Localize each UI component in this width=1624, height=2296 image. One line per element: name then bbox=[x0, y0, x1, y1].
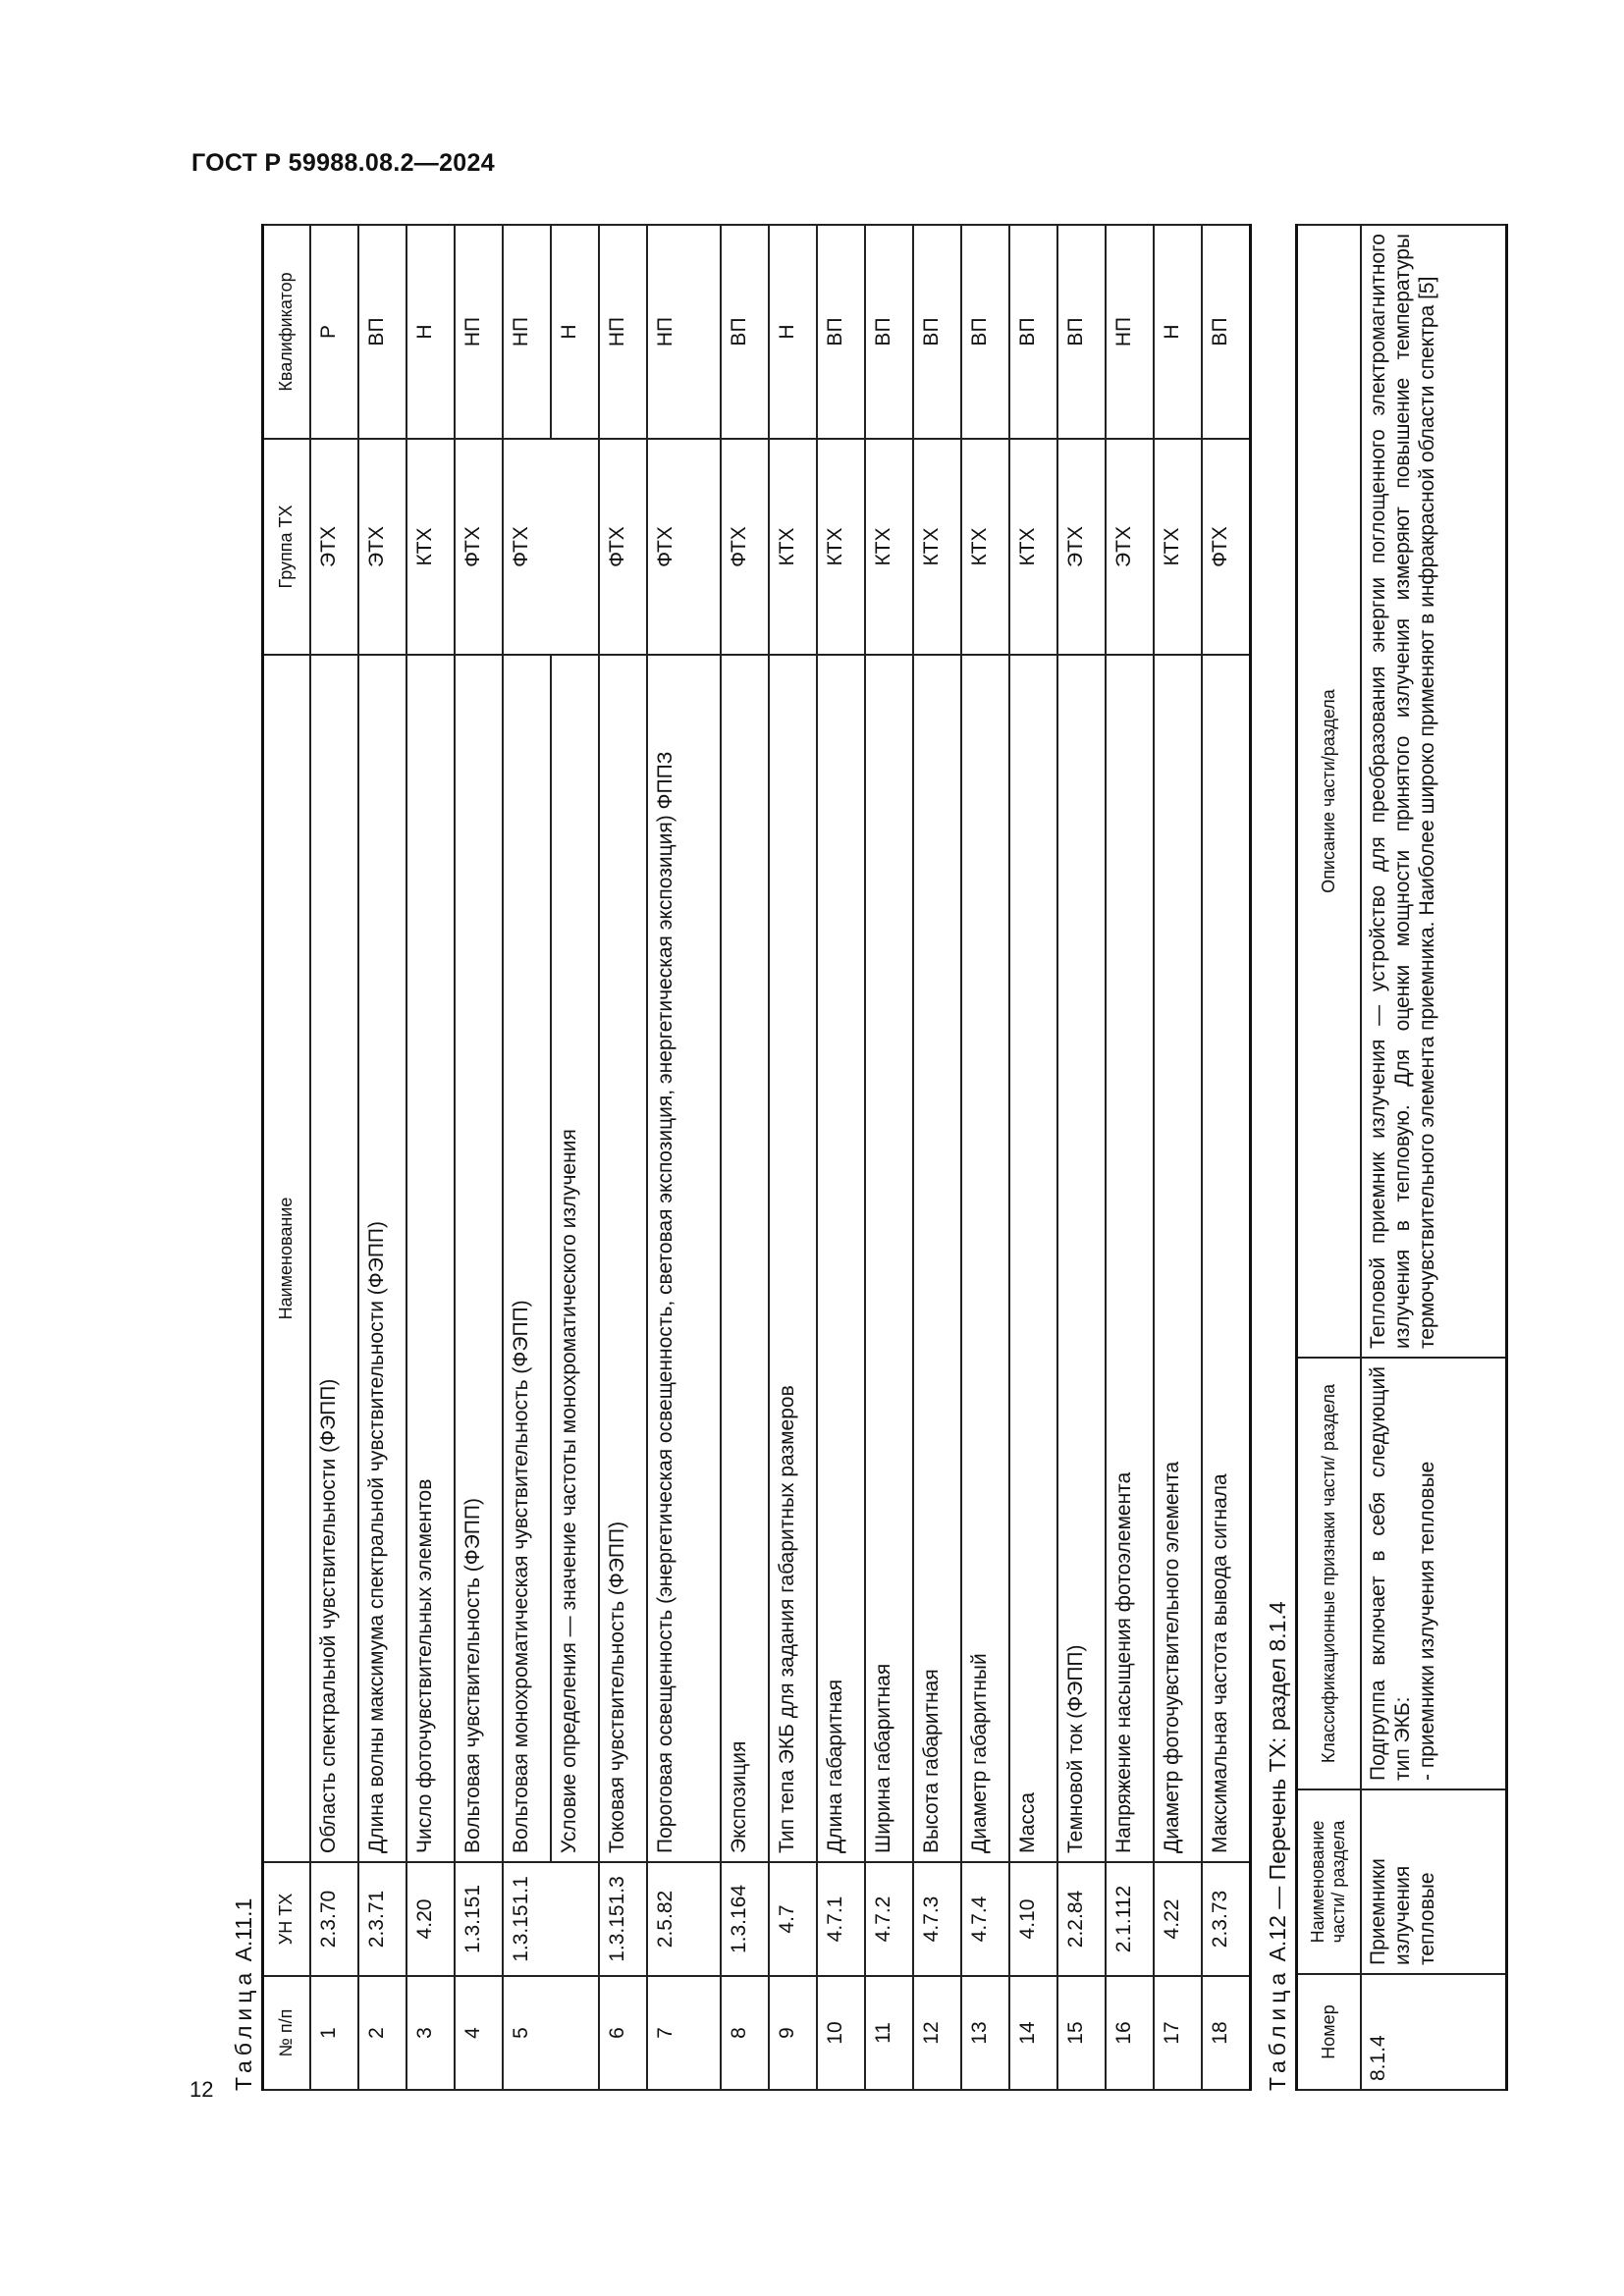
cell-group: ЭТХ bbox=[358, 439, 406, 655]
cell-name: Длина волны максимума спектральной чувствительности (ФЭПП) bbox=[358, 655, 406, 1862]
cell-name: Область спектральной чувствительности (ФЭПП) bbox=[310, 655, 358, 1862]
cell-num: 16 bbox=[1106, 1976, 1154, 2090]
cell-group: ФТХ bbox=[721, 439, 769, 655]
cell-group: КТХ bbox=[406, 439, 455, 655]
table-row bbox=[1202, 225, 1251, 2090]
table-header-row bbox=[263, 225, 310, 2090]
cell-qualifier: Р bbox=[310, 225, 358, 439]
col-header-qualifier: Квалификатор bbox=[263, 225, 310, 439]
cell-num: 15 bbox=[1057, 1976, 1106, 2090]
table-row bbox=[769, 225, 817, 2090]
table-row bbox=[310, 225, 358, 2090]
cell-name: Напряжение насыщения фотоэлемента bbox=[1106, 655, 1154, 1862]
cell-name: Диаметр фоточувствительного элемента bbox=[1154, 655, 1202, 1862]
col-header-description: Описание части/раздела bbox=[1296, 225, 1361, 1358]
cell-code: 1.3.164 bbox=[721, 1862, 769, 1976]
cell-num: 13 bbox=[961, 1976, 1009, 2090]
cell-name: Максимальная частота вывода сигнала bbox=[1202, 655, 1251, 1862]
table-a12-caption bbox=[1260, 226, 1295, 2091]
cell-qualifier: Н bbox=[1154, 225, 1202, 439]
table-row bbox=[1106, 225, 1154, 2090]
table-row bbox=[503, 225, 551, 2090]
cell-qualifier: ВП bbox=[865, 225, 913, 439]
cell-code: 4.7.2 bbox=[865, 1862, 913, 1976]
cell-code: 4.7 bbox=[769, 1862, 817, 1976]
cell-code: 4.7.3 bbox=[913, 1862, 961, 1976]
cell-code: 2.3.71 bbox=[358, 1862, 406, 1976]
table-row bbox=[406, 225, 455, 2090]
cell-criteria: Подгруппа включает в себя следующий тип ЭКБ: - приемники излучения тепловые bbox=[1361, 1358, 1507, 1789]
table-row bbox=[455, 225, 503, 2090]
cell-code: 2.5.82 bbox=[647, 1862, 721, 1976]
cell-qualifier: ВП bbox=[721, 225, 769, 439]
cell-qualifier: НП bbox=[599, 225, 647, 439]
cell-qualifier: НП bbox=[455, 225, 503, 439]
cell-code: 2.3.70 bbox=[310, 1862, 358, 1976]
cell-code: 4.20 bbox=[406, 1862, 455, 1976]
cell-group: ФТХ bbox=[503, 439, 599, 655]
cell-code: 4.22 bbox=[1154, 1862, 1202, 1976]
cell-group: КТХ bbox=[1154, 439, 1202, 655]
document-code: ГОСТ Р 59988.08.2—2024 bbox=[191, 149, 495, 177]
cell-qualifier: ВП bbox=[358, 225, 406, 439]
col-header-name: Наименование bbox=[263, 655, 310, 1862]
cell-qualifier: ВП bbox=[1009, 225, 1057, 439]
cell-code: 2.1.112 bbox=[1106, 1862, 1154, 1976]
cell-group: ФТХ bbox=[647, 439, 721, 655]
cell-qualifier: ВП bbox=[817, 225, 865, 439]
cell-group: ЭТХ bbox=[310, 439, 358, 655]
cell-group: ЭТХ bbox=[1057, 439, 1106, 655]
cell-name: Экспозиция bbox=[721, 655, 769, 1862]
cell-group: ФТХ bbox=[455, 439, 503, 655]
cell-group: ФТХ bbox=[1202, 439, 1251, 655]
cell-num: 1 bbox=[310, 1976, 358, 2090]
cell-name: Темновой ток (ФЭПП) bbox=[1057, 655, 1106, 1862]
cell-num: 18 bbox=[1202, 1976, 1251, 2090]
cell-code: 4.7.4 bbox=[961, 1862, 1009, 1976]
cell-code: 1.3.151 bbox=[455, 1862, 503, 1976]
cell-name: Длина габаритная bbox=[817, 655, 865, 1862]
cell-name: Условие определения — значение частоты монохроматического излучения bbox=[551, 655, 599, 1862]
cell-group: КТХ bbox=[913, 439, 961, 655]
cell-name: Высота габаритная bbox=[913, 655, 961, 1862]
cell-description: Тепловой приемник излучения — устройство для преобразования энергии поглощенного электромагнитного излучения в тепловую. Для оценки мощности принятого излучения измеряют повышение температуры термочувствительного элемента приемника. Наиболее широко применяют в инфракрасной области спектра [5] bbox=[1361, 225, 1507, 1358]
cell-qualifier: НП bbox=[503, 225, 551, 439]
table-a12 bbox=[1295, 224, 1509, 2091]
cell-name: Диаметр габаритный bbox=[961, 655, 1009, 1862]
caption-word: Таблица bbox=[231, 1967, 256, 2091]
cell-code: 2.2.84 bbox=[1057, 1862, 1106, 1976]
col-header-group: Группа ТХ bbox=[263, 439, 310, 655]
cell-name: Ширина габаритная bbox=[865, 655, 913, 1862]
cell-qualifier: ВП bbox=[1202, 225, 1251, 439]
table-header-row bbox=[1296, 225, 1361, 2090]
table-row bbox=[721, 225, 769, 2090]
cell-name: Токовая чувствительность (ФЭПП) bbox=[599, 655, 647, 1862]
col-header-part-name: Наименование части/ раздела bbox=[1296, 1789, 1361, 1974]
caption-id: А.11.1 bbox=[231, 1897, 256, 1962]
table-row bbox=[913, 225, 961, 2090]
rotated-content bbox=[226, 226, 1522, 2091]
page-number: 12 bbox=[189, 2077, 214, 2102]
cell-code: 2.3.73 bbox=[1202, 1862, 1251, 1976]
table-row bbox=[358, 225, 406, 2090]
table-row bbox=[1154, 225, 1202, 2090]
cell-qualifier: НП bbox=[647, 225, 721, 439]
table-row bbox=[1361, 225, 1507, 2090]
cell-qualifier: Н bbox=[769, 225, 817, 439]
cell-num: 12 bbox=[913, 1976, 961, 2090]
cell-name: Вольтовая чувствительность (ФЭПП) bbox=[455, 655, 503, 1862]
table-row bbox=[1057, 225, 1106, 2090]
table-row bbox=[817, 225, 865, 2090]
cell-name: Масса bbox=[1009, 655, 1057, 1862]
cell-num: 17 bbox=[1154, 1976, 1202, 2090]
cell-num: 11 bbox=[865, 1976, 913, 2090]
cell-num: 6 bbox=[599, 1976, 647, 2090]
table-row bbox=[647, 225, 721, 2090]
table-row bbox=[865, 225, 913, 2090]
cell-part-name: Приемники излучения тепловые bbox=[1361, 1789, 1507, 1974]
cell-name: Пороговая освещенность (энергетическая освещенность, световая экспозиция, энергетическая экспозиция) ФППЗ bbox=[647, 655, 721, 1862]
col-header-code: УН ТХ bbox=[263, 1862, 310, 1976]
cell-qualifier: Н bbox=[406, 225, 455, 439]
col-header-num: № п/п bbox=[263, 1976, 310, 2090]
cell-group: КТХ bbox=[1009, 439, 1057, 655]
cell-code: 4.10 bbox=[1009, 1862, 1057, 1976]
caption-rest: А.12 — Перечень ТХ: раздел 8.1.4 bbox=[1264, 1601, 1290, 1962]
cell-num: 7 bbox=[647, 1976, 721, 2090]
cell-qualifier: Н bbox=[551, 225, 599, 439]
table-row bbox=[1009, 225, 1057, 2090]
cell-num: 9 bbox=[769, 1976, 817, 2090]
cell-group: КТХ bbox=[961, 439, 1009, 655]
col-header-criteria: Классификационные признаки части/ раздела bbox=[1296, 1358, 1361, 1789]
table-a11-1-caption bbox=[226, 226, 261, 2091]
cell-qualifier: ВП bbox=[913, 225, 961, 439]
cell-name: Тип тепа ЭКБ для задания габаритных размеров bbox=[769, 655, 817, 1862]
cell-num: 4 bbox=[455, 1976, 503, 2090]
cell-qualifier: ВП bbox=[961, 225, 1009, 439]
cell-num: 3 bbox=[406, 1976, 455, 2090]
table-row bbox=[961, 225, 1009, 2090]
cell-group: КТХ bbox=[769, 439, 817, 655]
cell-code: 4.7.1 bbox=[817, 1862, 865, 1976]
cell-group: ФТХ bbox=[599, 439, 647, 655]
cell-code: 1.3.151.3 bbox=[599, 1862, 647, 1976]
cell-group: ЭТХ bbox=[1106, 439, 1154, 655]
cell-code: 1.3.151.1 bbox=[503, 1862, 599, 1976]
cell-num: 8 bbox=[721, 1976, 769, 2090]
table-a11-1 bbox=[261, 224, 1252, 2091]
cell-num: 10 bbox=[817, 1976, 865, 2090]
cell-num: 14 bbox=[1009, 1976, 1057, 2090]
cell-group: КТХ bbox=[865, 439, 913, 655]
cell-qualifier: НП bbox=[1106, 225, 1154, 439]
caption-word: Таблица bbox=[1264, 1967, 1290, 2091]
cell-qualifier: ВП bbox=[1057, 225, 1106, 439]
cell-number: 8.1.4 bbox=[1361, 1974, 1507, 2090]
cell-name: Вольтовая монохроматическая чувствительность (ФЭПП) bbox=[503, 655, 551, 1862]
table-row bbox=[599, 225, 647, 2090]
cell-group: КТХ bbox=[817, 439, 865, 655]
cell-num: 2 bbox=[358, 1976, 406, 2090]
cell-name: Число фоточувствительных элементов bbox=[406, 655, 455, 1862]
col-header-number: Номер bbox=[1296, 1974, 1361, 2090]
cell-num: 5 bbox=[503, 1976, 599, 2090]
